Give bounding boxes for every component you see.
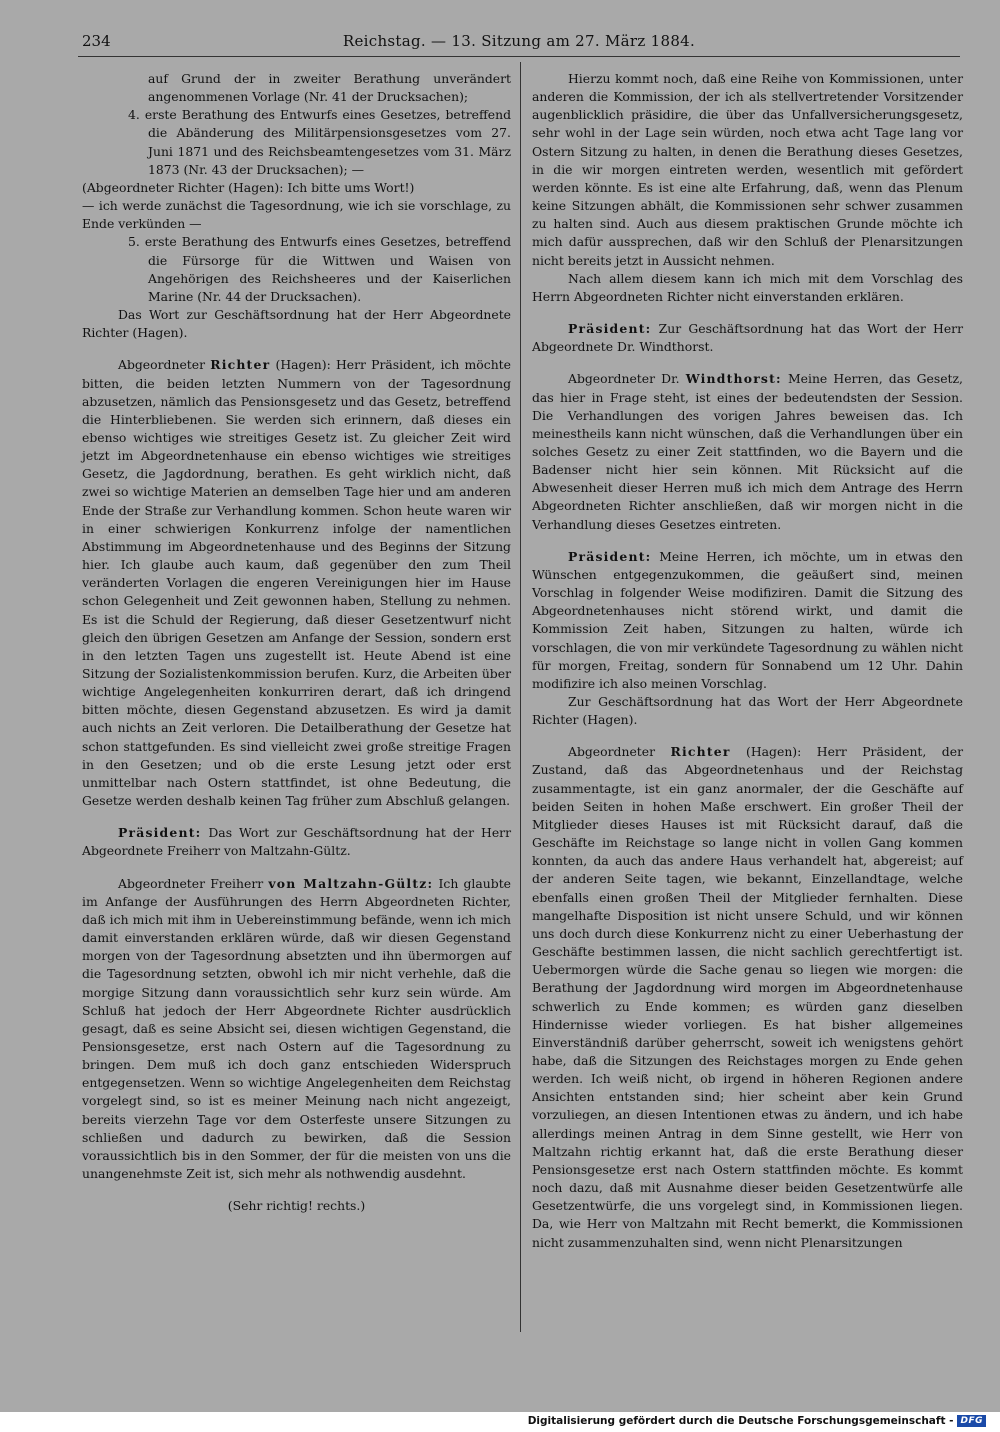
paragraph-text: Meine Herren, das Gesetz, das hier in Frage steht, ist eines der bedeutendsten der Session. Die Verhandlungen des vorigen Jahres beweisen das. Ich meinestheils kann nicht wünschen, daß die Verhandlungen über ein solches Gesetz zu einer Zeit stattfinden, wo die Bayern und die Badenser nicht hier sein können. Mit Rücksicht auf die Abwesenheit dieser Herren muß ich mich dem Antrage des Herrn Abgeordneten Richter anschließen, daß wir morgen nicht in die Verhandlung dieses Gesetzes eintreten. bbox=[532, 371, 963, 532]
paragraph-text: Das Wort zur Geschäftsordnung hat der Herr Abgeordnete Freiherr von Maltzahn-Gültz. bbox=[82, 825, 511, 859]
text-paragraph bbox=[532, 270, 963, 306]
text-paragraph bbox=[82, 1197, 511, 1215]
paragraph-gap bbox=[532, 534, 963, 548]
speech-paragraph bbox=[532, 370, 963, 533]
speaker-name: Präsident: bbox=[118, 825, 202, 841]
speech-paragraph bbox=[82, 824, 511, 860]
speaker-name: Windthorst: bbox=[685, 371, 782, 387]
left-column bbox=[82, 70, 511, 1215]
paragraph-text: (Abgeordneter Richter (Hagen): Ich bitte ums Wort!) bbox=[82, 179, 415, 195]
paragraph-text: 4. erste Berathung des Entwurfs eines Gesetzes, betreffend die Abänderung des Militärpensionsgesetzes vom 27. Juni 1871 und des Reichsbeamtengesetzes vom 31. März 1873 (Nr. 43 der Drucksachen); — bbox=[128, 107, 511, 177]
dfg-logo: DFG bbox=[957, 1415, 986, 1427]
speaker-name: Richter bbox=[670, 744, 731, 760]
page-header bbox=[78, 30, 960, 57]
paragraph-gap bbox=[82, 810, 511, 824]
text-paragraph bbox=[532, 693, 963, 729]
paragraph-text: Zur Geschäftsordnung hat das Wort der Herr Abgeordnete Richter (Hagen). bbox=[532, 694, 963, 728]
paragraph-text: Zur Geschäftsordnung hat das Wort der Herr Abgeordnete Dr. Windthorst. bbox=[532, 321, 963, 355]
speech-paragraph bbox=[532, 743, 963, 1251]
paragraph-text: Ich glaubte im Anfange der Ausführungen des Herrn Abgeordneten Richter, daß ich mich mit ihm in Uebereinstimmung befände, wenn ich mich damit einverstanden erklären würde, daß wir diesen Gegenstand morgen von der Tagesordnung absetzten und ihn übermorgen auf die Tagesordnung setzten, obwohl ich mir nicht verhehle, daß die morgige Sitzung dann voraussichtlich sehr kurz sein würde. Am Schluß hat jedoch der Herr Abgeordnete Richter ausdrücklich gesagt, daß es seine Absicht sei, diesen wichtigen Gegenstand, die Pensionsgesetze, erst nach Ostern auf die Tagesordnung zu bringen. Dem muß ich doch ganz entschieden Widerspruch entgegensetzen. Wenn so wichtige Angelegenheiten dem Reichstag vorgelegt sind, so ist es meiner Meinung nach nicht angezeigt, bereits vierzehn Tage vor dem Osterfeste unsere Sitzungen zu schließen und dadurch zu bewirken, daß die Session voraussichtlich bis in den Sommer, der für die meisten von uns die unangenehmste Zeit ist, sich mehr als nothwendig ausdehnt. bbox=[82, 875, 512, 1182]
paragraph-text: (Hagen): Herr Präsident, ich möchte bitten, die beiden letzten Nummern von der Tagesordnung abzusetzen, nämlich das Pensionsgesetz und das Gesetz, betreffend die Hinterbliebenen. Sie werden sich erinnern, daß dieses ein ebenso wichtiges wie streitiges Gesetz ist. Zu gleicher Zeit wird jetzt im Abgeordnetenhause ein ebenso wichtiges wie streitiges Gesetz, die Jagdordnung, berathen. Es geht wirklich nicht, daß zwei so wichtige Materien an demselben Tage hier und am anderen Ende der Straße zur Verhandlung kommen. Schon heute waren wir in einer schwierigen Konkurrenz infolge der namentlichen Abstimmung im Abgeordnetenhause und des Beginns der Sitzung hier. Ich glaube auch kaum, daß gegenüber den zum Theil veränderten Vorlagen die engeren Vereinigungen hier im Hause schon Gelegenheit und Zeit gewonnen haben, Stellung zu nehmen. Es ist die Schuld der Regierung, daß dieser Gesetzentwurf nicht gleich den übrigen Gesetzen am Anfange der Session, sondern erst in den letzten Tagen uns zugestellt ist. Heute Abend ist eine Sitzung der Sozialistenkommission berufen. Kurz, die Arbeiten über wichtige Angelegenheiten konkurriren derart, daß ich dringend bitten möchte, diesen Gegenstand abzusetzen. Es wird ja damit auch nichts an Zeit verloren. Die Detailberathung der Gesetze hat schon stattgefunden. Es sind vielleicht zwei große streitige Fragen in den Gesetzen; und ob die erste Lesung jetzt oder erst unmittelbar nach Ostern stattfindet, ist ohne Bedeutung, die Gesetze werden deshalb keinen Tag früher zum Abschluß gelangen. bbox=[82, 357, 511, 809]
paragraph-text: auf Grund der in zweiter Berathung unverändert angenommenen Vorlage (Nr. 41 der Drucksachen); bbox=[148, 71, 511, 105]
speech-paragraph bbox=[532, 548, 963, 693]
text-paragraph bbox=[82, 106, 511, 179]
paragraph-text: Nach allem diesem kann ich mich mit dem Vorschlag des Herrn Abgeordneten Richter nicht einverstanden erklären. bbox=[532, 270, 963, 304]
paragraph-text: — ich werde zunächst die Tagesordnung, wie ich sie vorschlage, zu Ende verkünden — bbox=[82, 198, 511, 232]
page-number: 234 bbox=[82, 32, 111, 50]
text-paragraph bbox=[82, 233, 511, 306]
paragraph-text: Das Wort zur Geschäftsordnung hat der Herr Abgeordnete Richter (Hagen). bbox=[82, 307, 511, 341]
paragraph-gap bbox=[532, 306, 963, 320]
running-title: Reichstag. — 13. Sitzung am 27. März 1884. bbox=[342, 32, 696, 50]
speaker-name: Präsident: bbox=[568, 548, 652, 564]
speaker-title: Abgeordneter Freiherr bbox=[118, 875, 269, 891]
paragraph-text: (Sehr richtig! rechts.) bbox=[227, 1198, 366, 1214]
column-divider bbox=[520, 62, 521, 1332]
speech-paragraph bbox=[82, 875, 511, 1184]
text-paragraph bbox=[532, 70, 963, 270]
speaker-title: Abgeordneter bbox=[118, 357, 211, 373]
speaker-title: Abgeordneter Dr. bbox=[568, 371, 686, 387]
paragraph-text: Hierzu kommt noch, daß eine Reihe von Kommissionen, unter anderen die Kommission, der ich als stellvertretender Vorsitzender augenblicklich präsidire, die über das Unfallversicherungsgesetz, sehr wohl in der Lage sein würden, noch etwa acht Tage lang vor Ostern Sitzung zu halten, in denen die Berathung dieses Gesetzes, in die wir morgen eintreten werden, wesentlich mit gefördert werden könnte. Es ist eine alte Erfahrung, daß, wenn das Plenum keine Sitzungen abhält, die Kommissionen sehr schwer zusammen zu halten sind. Auch aus diesem praktischen Grunde möchte ich mich dafür aussprechen, daß wir den Schluß der Plenarsitzungen nicht bereits jetzt in Aussicht nehmen. bbox=[532, 71, 963, 268]
speech-paragraph bbox=[82, 356, 511, 810]
paragraph-text: 5. erste Berathung des Entwurfs eines Gesetzes, betreffend die Fürsorge für die Wittwen und Waisen von Angehörigen des Reichsheeres und der Kaiserlichen Marine (Nr. 44 der Drucksachen). bbox=[128, 234, 511, 304]
footer-text: Digitalisierung gefördert durch die Deutsche Forschungsgemeinschaft - bbox=[527, 1415, 954, 1427]
paragraph-gap bbox=[82, 1183, 511, 1197]
speaker-name: von Maltzahn-Gültz: bbox=[268, 875, 434, 891]
digitization-footer bbox=[528, 1413, 986, 1429]
speaker-name: Präsident: bbox=[568, 321, 652, 337]
speaker-name: Richter bbox=[210, 357, 271, 373]
paragraph-text: Meine Herren, ich möchte, um in etwas den Wünschen entgegenzukommen, die geäußert sind, meinen Vorschlag in folgender Weise modifiziren. Damit die Sitzung des Abgeordnetenhauses nicht störend wirkt, und damit die Kommission Zeit haben, Sitzungen zu halten, würde ich vorschlagen, die von mir verkündete Tagesordnung zu wählen nicht für morgen, Freitag, sondern für Sonnabend um 12 Uhr. Dahin modifizire ich also meinen Vorschlag. bbox=[532, 548, 963, 691]
text-paragraph bbox=[82, 70, 511, 106]
text-paragraph bbox=[82, 179, 511, 197]
right-column bbox=[532, 70, 963, 1252]
paragraph-text: (Hagen): Herr Präsident, der Zustand, daß das Abgeordnetenhaus und der Reichstag zusammentagte, ist ein ganz anormaler, der die Geschäfte auf beiden Seiten in hohen Maße erschwert. Ein großer Theil der Mitglieder dieses Hauses ist mit Rücksicht darauf, daß die Geschäfte im Reichstage so lange nicht in vollen Gang kommen konnten, da auch das andere Haus verhandelt hat, abgereist; auf der anderen Seite tagen, wie bekannt, Einzellandtage, welche ebenfalls einen großen Theil der Mitglieder fernhalten. Diese mangelhafte Disposition ist nicht unsere Schuld, und wir können uns doch durch diese Konkurrenz nicht zu einer Ueberhastung der Geschäfte bestimmen lassen, die nicht sachlich gerechtfertigt ist. Uebermorgen würde die Sache genau so liegen wie morgen: die Berathung der Jagdordnung wird morgen im Abgeordnetenhause schwerlich zu Ende kommen; es würden ganz dieselben Hindernisse wieder vorliegen. Es hat bisher allgemeines Einverständniß darüber geherrscht, soweit ich wenigstens gehört habe, daß die Sitzungen des Reichstages morgen zu Ende gehen werden. Ich weiß nicht, ob irgend in höheren Regionen andere Ansichten entstanden sind; hier scheint aber kein Grund vorzuliegen, an diesen Intentionen etwas zu ändern, und ich habe allerdings meinen Antrag in dem Sinne gestellt, wie Herr von Maltzahn richtig erkannt hat, daß die erste Berathung dieser Pensionsgesetze erst nach Ostern stattfinden möchte. Es kommt noch dazu, daß mit Ausnahme dieser beiden Gesetzentwürfe alle Gesetzentwürfe, die uns vorgelegt sind, in Kommissionen liegen. Da, wie Herr von Maltzahn mit Recht bemerkt, die Kommissionen nicht zusammenzuhalten sind, wenn nicht Plenarsitzungen bbox=[532, 744, 963, 1250]
paragraph-gap bbox=[532, 729, 963, 743]
paragraph-gap bbox=[82, 861, 511, 875]
speech-paragraph bbox=[532, 320, 963, 356]
paragraph-gap bbox=[82, 342, 511, 356]
speaker-title: Abgeordneter bbox=[568, 744, 671, 760]
paragraph-gap bbox=[532, 356, 963, 370]
text-paragraph bbox=[82, 306, 511, 342]
text-paragraph bbox=[82, 197, 511, 233]
